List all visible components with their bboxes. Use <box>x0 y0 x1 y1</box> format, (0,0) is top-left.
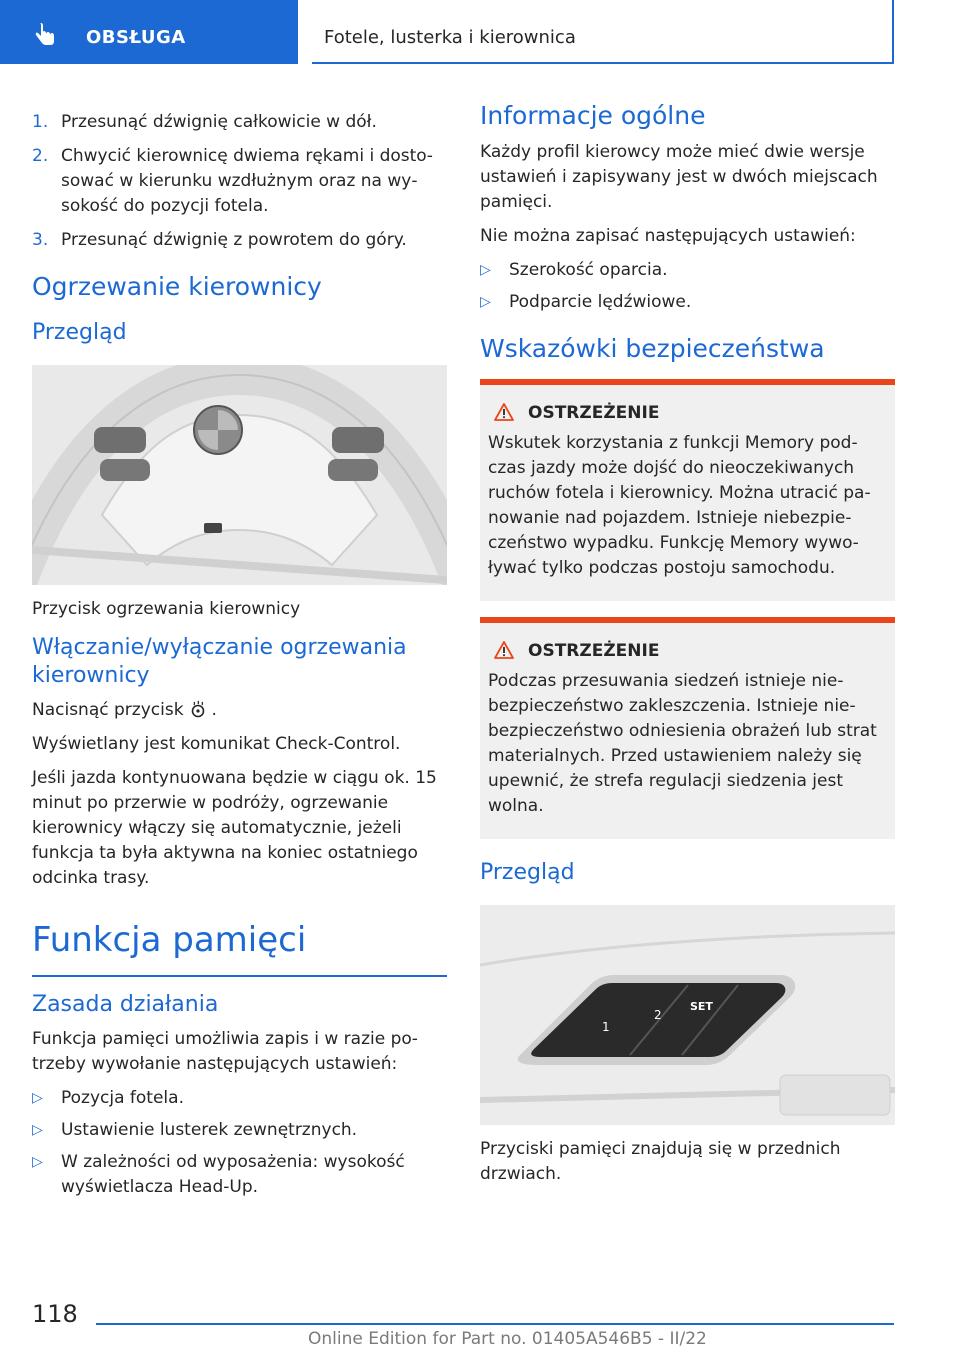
not-saved-list <box>480 258 895 315</box>
press-instruction: Nacisnąć przycisk . <box>32 700 217 720</box>
section-title: OBSŁUGA <box>86 27 186 48</box>
warning-title: OSTRZEŻENIE <box>488 641 887 661</box>
section-tab <box>0 0 298 64</box>
overview-heading: Przegląd <box>32 320 127 345</box>
onoff-heading: Włączanie/wyłączanie ogrzewania kierownicy <box>32 635 407 688</box>
warning-title: OSTRZEŻENIE <box>488 403 887 423</box>
warning-triangle-icon <box>494 641 514 659</box>
memory-button-1: 1 <box>602 1020 610 1034</box>
principle-list <box>32 1086 447 1200</box>
triangle-bullet-icon: ▷ <box>32 1090 43 1106</box>
check-control-text: Wyświetlany jest komunikat Check-Control. <box>32 734 401 754</box>
memory-heading: Funkcja pamięci <box>32 919 447 977</box>
hand-pointer-icon <box>32 22 58 48</box>
memory-button-set: SET <box>690 1000 713 1013</box>
list-item: ▷ Ustawienie lusterek zewnętrznych. <box>32 1118 447 1143</box>
steering-wheel-illustration <box>32 365 447 585</box>
triangle-bullet-icon: ▷ <box>480 294 491 310</box>
auto-activation-text: Jeśli jazda kontynuowana będzie w ciągu ok. 15 minut po przerwie w podróży, ogrzewanie kierownicy włączy się automatycznie, jeżeli funkcja ta była aktywna na koniec ostatniego odcinka trasy. <box>32 768 437 888</box>
memory-button-2: 2 <box>654 1008 662 1022</box>
list-item: ▷ Pozycja fotela. <box>32 1086 447 1111</box>
step-item: 1. Przesunąć dźwignię całkowicie w dół. <box>32 112 377 132</box>
triangle-bullet-icon: ▷ <box>480 262 491 278</box>
warning-box <box>480 617 895 839</box>
photo-caption: Przycisk ogrzewania kierownicy <box>32 599 301 619</box>
general-text: Każdy profil kierowcy może mieć dwie wersje ustawień i zapisywany jest w dwóch miejscach pamięci. <box>480 142 878 212</box>
warning-triangle-icon <box>494 403 514 421</box>
step-item: 3. Przesunąć dźwignię z powrotem do góry. <box>32 230 407 250</box>
list-item: ▷ W zależności od wyposażenia: wysokość wyświetlacza Head-Up. <box>32 1152 405 1197</box>
right-column <box>480 100 895 1199</box>
warning-text: Podczas przesuwania siedzeń istnieje niebezpieczeństwo zakleszczenia. Istnieje niebezpieczeństwo odniesienia obrażeń lub strat materialnych. Przed ustawieniem należy się upewnić, że strefa regulacji siedzenia jest wolna. <box>488 671 877 816</box>
adjust-steps <box>32 110 447 253</box>
not-saved-text: Nie można zapisać następujących ustawień: <box>480 226 856 246</box>
door-memory-panel-illustration <box>480 905 895 1125</box>
chapter-title: Fotele, lusterka i kierownica <box>324 27 576 48</box>
memory-buttons-photo <box>480 905 895 1125</box>
list-item: ▷ Podparcie lędźwiowe. <box>480 290 895 315</box>
footer <box>96 1323 894 1349</box>
edition-text: Online Edition for Part no. 01405A546B5 - II/22 <box>308 1329 707 1349</box>
heated-steering-wheel-icon <box>190 700 206 718</box>
safety-heading: Wskazówki bezpieczeństwa <box>480 334 825 363</box>
principle-text: Funkcja pamięci umożliwia zapis i w razie potrzeby wywołanie następujących ustawień: <box>32 1029 418 1074</box>
triangle-bullet-icon: ▷ <box>32 1154 43 1170</box>
overview-heading: Przegląd <box>480 860 575 885</box>
page-number: 118 <box>32 1300 78 1328</box>
chapter-tab <box>312 0 894 64</box>
triangle-bullet-icon: ▷ <box>32 1122 43 1138</box>
general-heading: Informacje ogólne <box>480 101 706 130</box>
steering-wheel-photo <box>32 365 447 585</box>
left-column <box>32 110 447 1209</box>
warning-text: Wskutek korzystania z funkcji Memory podczas jazdy może dojść do nieoczekiwanych ruchów fotela i kierownicy. Można utracić panowanie nad pojazdem. Istnieje niebezpieczeństwo wypadku. Funkcję Memory wywoływać tylko podczas postoju samochodu. <box>488 433 871 578</box>
step-item: 2. Chwycić kierownicę dwiema rękami i dostosować w kierunku wzdłużnym oraz na wysokość do pozycji fotela. <box>32 146 433 216</box>
principle-heading: Zasada działania <box>32 992 219 1017</box>
list-item: ▷ Szerokość oparcia. <box>480 258 895 283</box>
heating-heading: Ogrzewanie kierownicy <box>32 272 322 301</box>
photo-caption: Przyciski pamięci znajdują się w przednich drzwiach. <box>480 1139 841 1184</box>
warning-box <box>480 379 895 601</box>
